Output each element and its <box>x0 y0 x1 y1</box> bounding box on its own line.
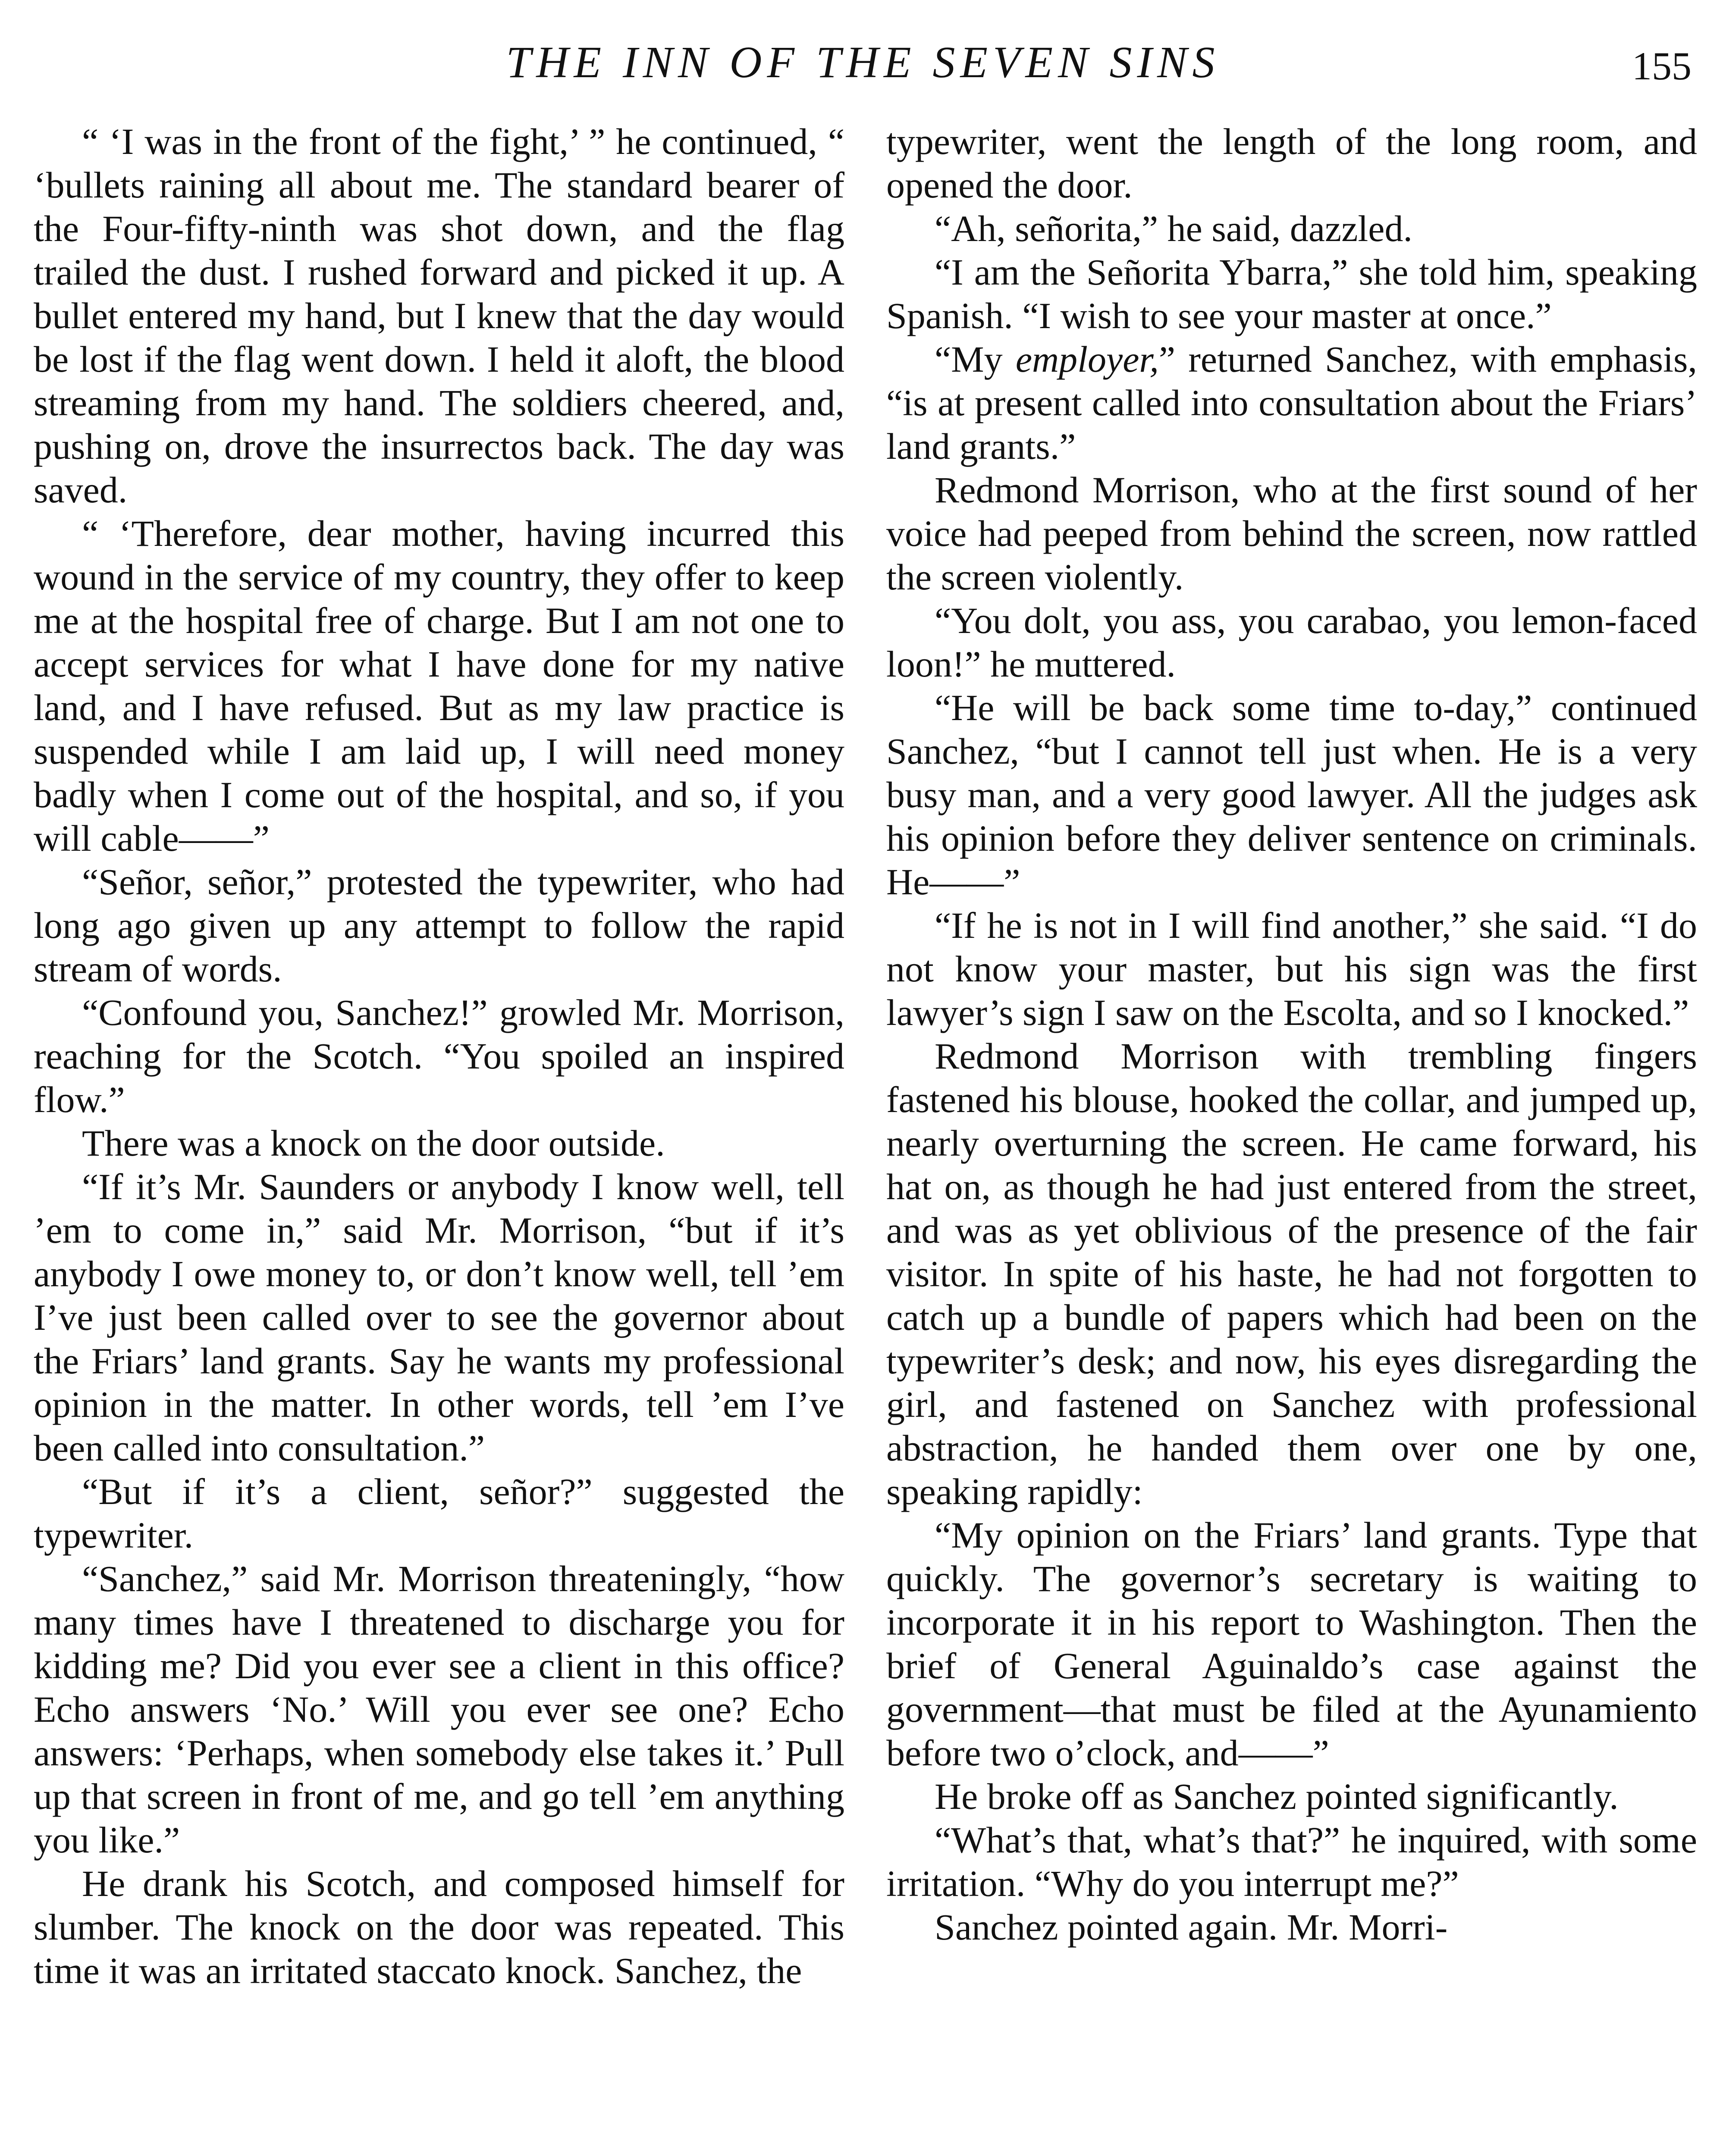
paragraph: There was a knock on the door outside. <box>82 1122 665 1164</box>
paragraph: He broke off as Sanchez pointed significantly. <box>935 1776 1619 1817</box>
running-title: THE INN OF THE SEVEN SINS <box>506 38 1220 87</box>
paragraph-text: “My <box>935 338 1016 380</box>
paragraph: “My opinion on the Friars’ land grants. Type that quickly. The governor’s secretary is waiting to incorporate it in his report to Washington. Then the brief of General Aguinaldo’s case against the government—that must be filed at the Ayunamiento before two o’clock, and——” <box>886 1514 1697 1774</box>
paragraph: “If it’s Mr. Saunders or anybody I know well, tell ’em to come in,” said Mr. Morrison, “but if it’s anybody I owe money to, or don’t know well, tell ’em I’ve just been called over to see the governor about the Friars’ land grants. Say he wants my professional opinion in the matter. In other words, tell ’em I’ve been called into consultation.” <box>34 1166 844 1469</box>
paragraph: He drank his Scotch, and composed himself for slumber. The knock on the door was repeated. This time it was an irritated staccato knock. Sanchez, the <box>34 1863 844 1991</box>
running-head <box>30 30 1696 95</box>
paragraph: “I am the Señorita Ybarra,” she told him, speaking Spanish. “I wish to see your master at once.” <box>886 251 1697 336</box>
paragraph: “Sanchez,” said Mr. Morrison threateningly, “how many times have I threatened to discharge you for kidding me? Did you ever see a client in this office? Echo answers ‘No.’ Will you ever see one? Echo answers: ‘Perhaps, when somebody else takes it.’ Pull up that screen in front of me, and go tell ’em anything you like.” <box>34 1558 844 1861</box>
emphasized-word: employer, <box>1015 338 1159 380</box>
page-number: 155 <box>1632 44 1691 88</box>
paragraph: Sanchez pointed again. Mr. Morri- <box>935 1906 1448 1948</box>
paragraph: “But if it’s a client, señor?” suggested the typewriter. <box>34 1471 844 1556</box>
right-column <box>886 120 1697 1949</box>
paragraph: “If he is not in I will find another,” she said. “I do not know your master, but his sign was the first lawyer’s sign I saw on the Escolta, and so I knocked.” <box>886 905 1697 1033</box>
paragraph-text: ” returned Sanchez, with emphasis, “is at present called into consultation about the Friars’ land grants.” <box>886 338 1697 467</box>
paragraph: “ ‘I was in the front of the fight,’ ” he continued, “ ‘bullets raining all about me. The standard bearer of the Four-fifty-ninth was shot down, and the flag trailed the dust. I rushed forward and picked it up. A bullet entered my hand, but I knew that the day would be lost if the flag went down. I held it aloft, the blood streaming from my hand. The soldiers cheered, and, pushing on, drove the insurrectos back. The day was saved. <box>34 121 844 511</box>
paragraph: “You dolt, you ass, you carabao, you lemon-faced loon!” he muttered. <box>886 600 1697 685</box>
paragraph <box>886 338 1697 468</box>
left-column <box>34 120 844 1993</box>
paragraph: Redmond Morrison, who at the first sound of her voice had peeped from behind the screen, now rattled the screen violently. <box>886 469 1697 598</box>
paragraph: “ ‘Therefore, dear mother, having incurred this wound in the service of my country, they offer to keep me at the hospital free of charge. But I am not one to accept services for what I have done for my native land, and I have refused. But as my law practice is suspended while I am laid up, I will need money badly when I come out of the hospital, and so, if you will cable——” <box>34 513 844 859</box>
paragraph: “Señor, señor,” protested the typewriter, who had long ago given up any attempt to follow the rapid stream of words. <box>34 861 844 990</box>
paragraph: “What’s that, what’s that?” he inquired, with some irritation. “Why do you interrupt me?” <box>886 1819 1697 1904</box>
paragraph: Redmond Morrison with trembling fingers fastened his blouse, hooked the collar, and jumped up, nearly overturning the screen. He came forward, his hat on, as though he had just entered from the street, and was as yet oblivious of the presence of the fair visitor. In spite of his haste, he had not forgotten to catch up a bundle of papers which had been on the typewriter’s desk; and now, his eyes disregarding the girl, and fastened on Sanchez with professional abstraction, he handed them over one by one, speaking rapidly: <box>886 1035 1697 1512</box>
paragraph: “Ah, señorita,” he said, dazzled. <box>935 208 1412 249</box>
paragraph-continued: typewriter, went the length of the long room, and opened the door. <box>886 121 1697 206</box>
paragraph: “Confound you, Sanchez!” growled Mr. Morrison, reaching for the Scotch. “You spoiled an inspired flow.” <box>34 992 844 1120</box>
paragraph: “He will be back some time to-day,” continued Sanchez, “but I cannot tell just when. He is a very busy man, and a very good lawyer. All the judges ask his opinion before they deliver sentence on criminals. He——” <box>886 687 1697 903</box>
